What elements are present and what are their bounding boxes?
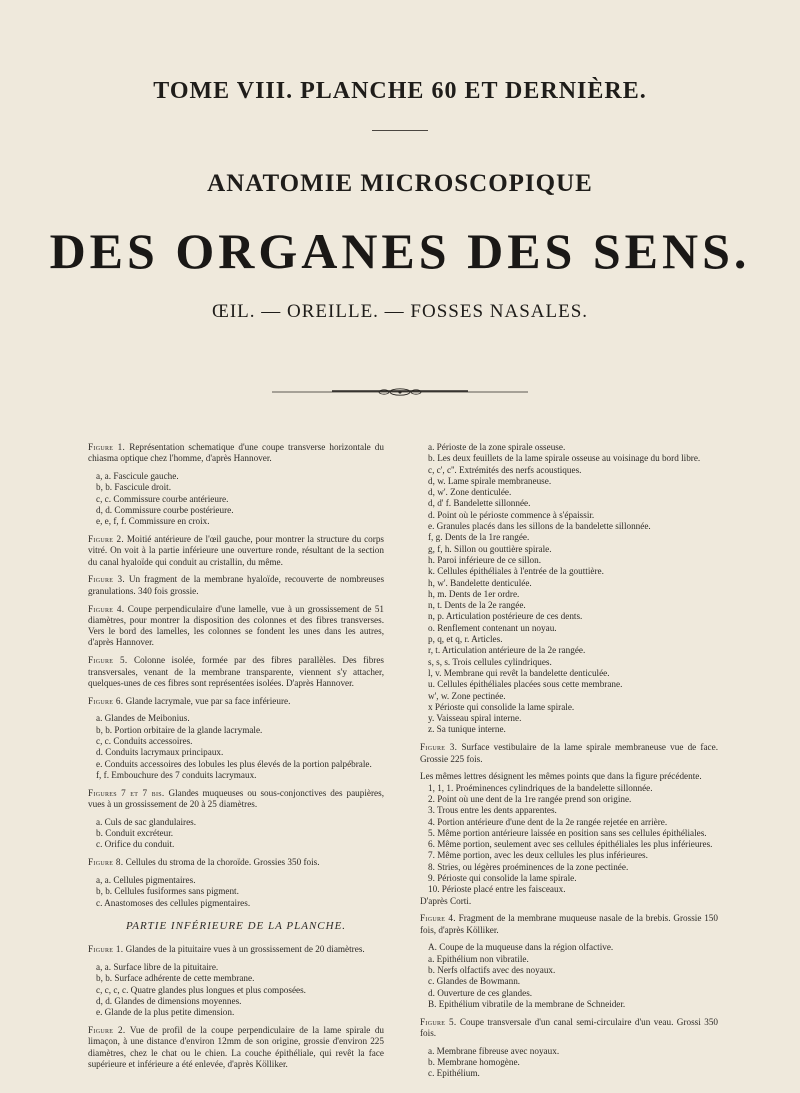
legend-list bbox=[88, 471, 384, 527]
figure-caption bbox=[88, 788, 384, 811]
figure-caption bbox=[88, 944, 384, 955]
legend-item: g, f, h. Sillon ou gouttière spirale. bbox=[428, 543, 552, 554]
legend-item: h, w'. Bandelette denticulée. bbox=[428, 577, 532, 588]
figure-block bbox=[420, 913, 718, 1010]
figure-description: Glandes de la pituitaire vues à un grossissement de 20 diamètres. bbox=[125, 944, 365, 955]
figure-block bbox=[420, 742, 718, 907]
figure-number: Figure 4. bbox=[420, 913, 456, 924]
figure-block bbox=[88, 788, 384, 851]
figure-description: Un fragment de la membrane hyaloïde, recouverte de nombreuses granulations. 340 fois grossie. bbox=[88, 574, 385, 596]
legend-item: a, a. Cellules pigmentaires. bbox=[96, 875, 196, 885]
legend-item: b, b. Fascicule droit. bbox=[96, 482, 172, 493]
legend-item: b, b. Portion orbitaire de la glande lacrymale. bbox=[96, 724, 263, 735]
main-title: DES ORGANES DES SENS. bbox=[49, 223, 751, 279]
tome-heading: TOME VIII. PLANCHE 60 ET DERNIÈRE. bbox=[153, 78, 647, 104]
legend-item: 8. Stries, ou légères proéminences de la zone pectinée. bbox=[428, 861, 629, 872]
legend-item: b, b. Surface adhérente de cette membrane. bbox=[96, 973, 255, 984]
legend-item: c. Glandes de Bowmann. bbox=[428, 976, 521, 987]
legend-item: b. Nerfs olfactifs avec des noyaux. bbox=[428, 965, 556, 976]
legend-item: l, v. Membrane qui revêt la bandelette denticulée. bbox=[428, 667, 610, 678]
figure-block bbox=[88, 944, 384, 1018]
legend-item: k. Cellules épithéliales à l'entrée de la gouttière. bbox=[428, 566, 604, 577]
legend-item: b. Membrane homogène. bbox=[428, 1057, 520, 1068]
legend-item: z. Sa tunique interne. bbox=[428, 724, 506, 735]
figure-block bbox=[88, 696, 384, 782]
figure-description: Coupe perpendiculaire d'une lamelle, vue à un grossissement de 51 diamètres, pour montrer la disposition des colonnes et des fibres transverses. Vers le bord des lamelles, les colonnes se fondent les unes dans les autres, d'après Hannover. bbox=[88, 603, 385, 648]
figure-caption bbox=[88, 574, 384, 597]
figure-block bbox=[88, 534, 384, 568]
legend-item: a, a. Surface libre de la pituitaire. bbox=[96, 961, 219, 972]
subtitle: ŒIL. — OREILLE. — FOSSES NASALES. bbox=[211, 301, 589, 322]
figure-description: Moitié antérieure de l'œil gauche, pour montrer la structure du corps vitré. On voit à la partie inférieure une ouverture ronde, résultant de la section du canal hyaloïde qui conduit au cristallin, du même. bbox=[88, 534, 384, 567]
figure-description: Surface vestibulaire de la lame spirale membraneuse vue de face. Grossie 225 fois. bbox=[420, 742, 719, 764]
figure-number: Figure 2. bbox=[88, 1024, 126, 1035]
legend-item: c, c. Conduits accessoires. bbox=[96, 736, 193, 747]
figure-description: Représentation schematique d'une coupe transverse horizontale du chiasma optique chez l'homme, d'après Hannover. bbox=[88, 442, 384, 464]
legend-list bbox=[88, 962, 384, 1018]
legend-item: b, b. Cellules fusiformes sans pigment. bbox=[96, 886, 239, 897]
legend-item: a. Culs de sac glandulaires. bbox=[96, 816, 197, 827]
legend-item: e. Conduits accessoires des lobules les plus élevés de la portion palpébrale. bbox=[96, 758, 372, 769]
figure-caption bbox=[88, 534, 384, 568]
figure-number: Figure 1. bbox=[88, 944, 124, 955]
legend-list bbox=[420, 1046, 718, 1080]
legend-item: h, m. Dents de 1er ordre. bbox=[428, 588, 520, 599]
figure-caption bbox=[88, 1025, 384, 1070]
figure-block bbox=[88, 655, 384, 689]
figure-description: Glandes muqueuses ou sous-conjonctives des paupières, vues à un grossissement de 20 à 25 diamètres. bbox=[88, 787, 384, 810]
legend-item: f, g. Dents de la 1re rangée. bbox=[428, 532, 530, 543]
figure-caption bbox=[88, 696, 384, 707]
legend-item: x Périoste qui consolide la lame spirale. bbox=[428, 701, 575, 712]
legend-list bbox=[420, 442, 718, 736]
legend-item: b. Conduit excréteur. bbox=[96, 828, 174, 839]
legend-item: o. Renflement contenant un noyau. bbox=[428, 622, 557, 633]
figure-caption bbox=[88, 857, 384, 868]
figure-caption bbox=[88, 442, 384, 465]
figure-description: Cellules du stroma de la choroïde. Grossies 350 fois. bbox=[125, 857, 320, 868]
figure-number: Figure 2. bbox=[88, 534, 124, 545]
legend-item: B. Epithélium vibratile de la membrane de Schneider. bbox=[428, 998, 626, 1009]
figure-number: Figure 5. bbox=[420, 1016, 457, 1027]
figure-number: Figure 3. bbox=[88, 574, 125, 585]
figure-block bbox=[420, 1017, 718, 1080]
legend-item: f, f. Embouchure des 7 conduits lacrymaux. bbox=[96, 769, 257, 780]
legend-item: a, a. Fascicule gauche. bbox=[96, 471, 179, 482]
legend-item: n, t. Dents de la 2e rangée. bbox=[428, 600, 526, 611]
figure-credit: D'après Corti. bbox=[420, 895, 472, 906]
legend-item: 7. Même portion, avec les deux cellules les plus inférieures. bbox=[428, 850, 648, 861]
legend-item: d, w'. Zone denticulée. bbox=[428, 487, 512, 498]
legend-item: a. Périoste de la zone spirale osseuse. bbox=[428, 442, 566, 452]
figure-block bbox=[88, 857, 384, 909]
figure-number: Figures 7 et 7 bis. bbox=[88, 787, 165, 798]
legend-item: a. Membrane fibreuse avec noyaux. bbox=[428, 1045, 560, 1056]
figure-number: Figure 5. bbox=[88, 655, 128, 666]
legend-list bbox=[88, 817, 384, 851]
legend-item: 1, 1, 1. Proéminences cylindriques de la bandelette sillonnée. bbox=[428, 782, 653, 793]
right-column bbox=[420, 442, 718, 1086]
figure-caption bbox=[420, 1017, 718, 1040]
legend-item: d, d. Glandes de dimensions moyennes. bbox=[96, 995, 242, 1006]
legend-item: d, d. Commissure courbe postérieure. bbox=[96, 504, 234, 515]
figure-number: Figure 4. bbox=[88, 603, 125, 614]
legend-item: d, w. Lame spirale membraneuse. bbox=[428, 475, 552, 486]
divider-rule bbox=[372, 130, 428, 131]
legend-item: c, c. Commissure courbe antérieure. bbox=[96, 493, 229, 504]
legend-item: w', w. Zone pectinée. bbox=[428, 690, 506, 701]
figure-number: Figure 6. bbox=[88, 695, 124, 706]
figure-description: Colonne isolée, formée par des fibres parallèles. Des fibres transversales, venant de la membrane transparente, viennent s'y attacher, quelques-unes de ces fibres sont représentées isolées. D'après Hannover. bbox=[88, 655, 384, 688]
legend-item: c. Orifice du conduit. bbox=[96, 839, 175, 850]
legend-item: d. Point où le périoste commence à s'épaissir. bbox=[428, 509, 595, 520]
legend-item: c. Epithélium. bbox=[428, 1068, 480, 1079]
legend-item: 10. Périoste placé entre les faisceaux. bbox=[428, 884, 566, 895]
subject-heading: ANATOMIE MICROSCOPIQUE bbox=[207, 170, 593, 197]
legend-item: u. Cellules épithéliales placées sous cette membrane. bbox=[428, 679, 623, 690]
legend-item: p, q, et q, r. Articles. bbox=[428, 634, 503, 645]
legend-item: a. Epithélium non vibratile. bbox=[428, 953, 529, 964]
legend-item: a. Glandes de Meibonius. bbox=[96, 713, 190, 724]
figure-description: Fragment de la membrane muqueuse nasale de la brebis. Grossie 150 fois, d'après Kölliker. bbox=[420, 913, 718, 935]
legend-item: b. Les deux feuillets de la lame spirale osseuse au voisinage du bord libre. bbox=[428, 453, 701, 464]
legend-item: A. Coupe de la muqueuse dans la région olfactive. bbox=[428, 942, 614, 953]
legend-item: s, s, s. Trois cellules cylindriques. bbox=[428, 656, 552, 667]
figure-number: Figure 1. bbox=[88, 442, 126, 452]
legend-item: e. Glande de la plus petite dimension. bbox=[96, 1007, 235, 1018]
figure-description: Coupe transversale d'un canal semi-circulaire d'un veau. Grossi 350 fois. bbox=[420, 1016, 719, 1039]
legend-list bbox=[420, 942, 718, 1010]
legend-item: 2. Point où une dent de la 1re rangée prend son origine. bbox=[428, 793, 632, 804]
left-column bbox=[88, 442, 384, 1077]
legend-item: 6. Même portion, seulement avec ses cellules épithéliales les plus inférieures. bbox=[428, 839, 713, 850]
legend-list bbox=[420, 783, 718, 896]
figure-number: Figure 3. bbox=[420, 742, 458, 753]
legend-list bbox=[88, 713, 384, 781]
legend-item: r, t. Articulation antérieure de la 2e rangée. bbox=[428, 645, 586, 656]
legend-item: n, p. Articulation postérieure de ces dents. bbox=[428, 611, 583, 622]
figure-block bbox=[88, 574, 384, 597]
figure-number: Figure 8. bbox=[88, 857, 124, 868]
legend-item: c. Anastomoses des cellules pigmentaires. bbox=[96, 897, 251, 908]
figure-intro: Les mêmes lettres désignent les mêmes points que dans la figure précédente. bbox=[420, 771, 702, 782]
figure-description: Glande lacrymale, vue par sa face inférieure. bbox=[125, 695, 291, 706]
legend-item: 9. Périoste qui consolide la lame spirale. bbox=[428, 872, 577, 883]
figure-description: Vue de profil de la coupe perpendiculaire de la lame spirale du limaçon, à une distance d'environ 12mm de son origine, grossie d'environ 225 diamètres, chez le chat ou le chien. La couche épithéliale, qui revêt la face supérieure et inférieure a été enlevée, d'après Kölliker. bbox=[88, 1024, 385, 1069]
legend-item: y. Vaisseau spiral interne. bbox=[428, 713, 522, 724]
figure-caption bbox=[420, 742, 718, 765]
legend-item: 5. Même portion antérieure laissée en position sans ses cellules épithéliales. bbox=[428, 827, 707, 838]
figure-caption bbox=[88, 604, 384, 649]
section-heading: PARTIE INFÉRIEURE DE LA PLANCHE. bbox=[125, 919, 347, 932]
figure-block bbox=[88, 1025, 384, 1070]
legend-item: h. Paroi inférieure de ce sillon. bbox=[428, 554, 542, 565]
legend-item: d. Ouverture de ces glandes. bbox=[428, 987, 533, 998]
legend-item: c, c', c''. Extrémités des nerfs acoustiques. bbox=[428, 464, 582, 475]
figure-block bbox=[88, 442, 384, 528]
legend-item: e. Granules placés dans les sillons de la bandelette sillonnée. bbox=[428, 521, 651, 532]
figure-block bbox=[88, 604, 384, 649]
legend-item: c, c, c, c. Quatre glandes plus longues et plus composées. bbox=[96, 984, 306, 995]
legend-item: 4. Portion antérieure d'une dent de la 2e rangée rejetée en arrière. bbox=[428, 816, 668, 827]
legend-item: 3. Trous entre les dents apparentes. bbox=[428, 805, 557, 816]
figure-caption bbox=[420, 913, 718, 936]
legend-item: d, d' f. Bandelette sillonnée. bbox=[428, 498, 531, 509]
legend-item: d. Conduits lacrymaux principaux. bbox=[96, 747, 224, 758]
legend-list bbox=[88, 875, 384, 909]
legend-item: e, e, f, f. Commissure en croix. bbox=[96, 516, 210, 527]
figure-caption bbox=[88, 655, 384, 689]
ornament-divider-icon bbox=[272, 386, 528, 398]
